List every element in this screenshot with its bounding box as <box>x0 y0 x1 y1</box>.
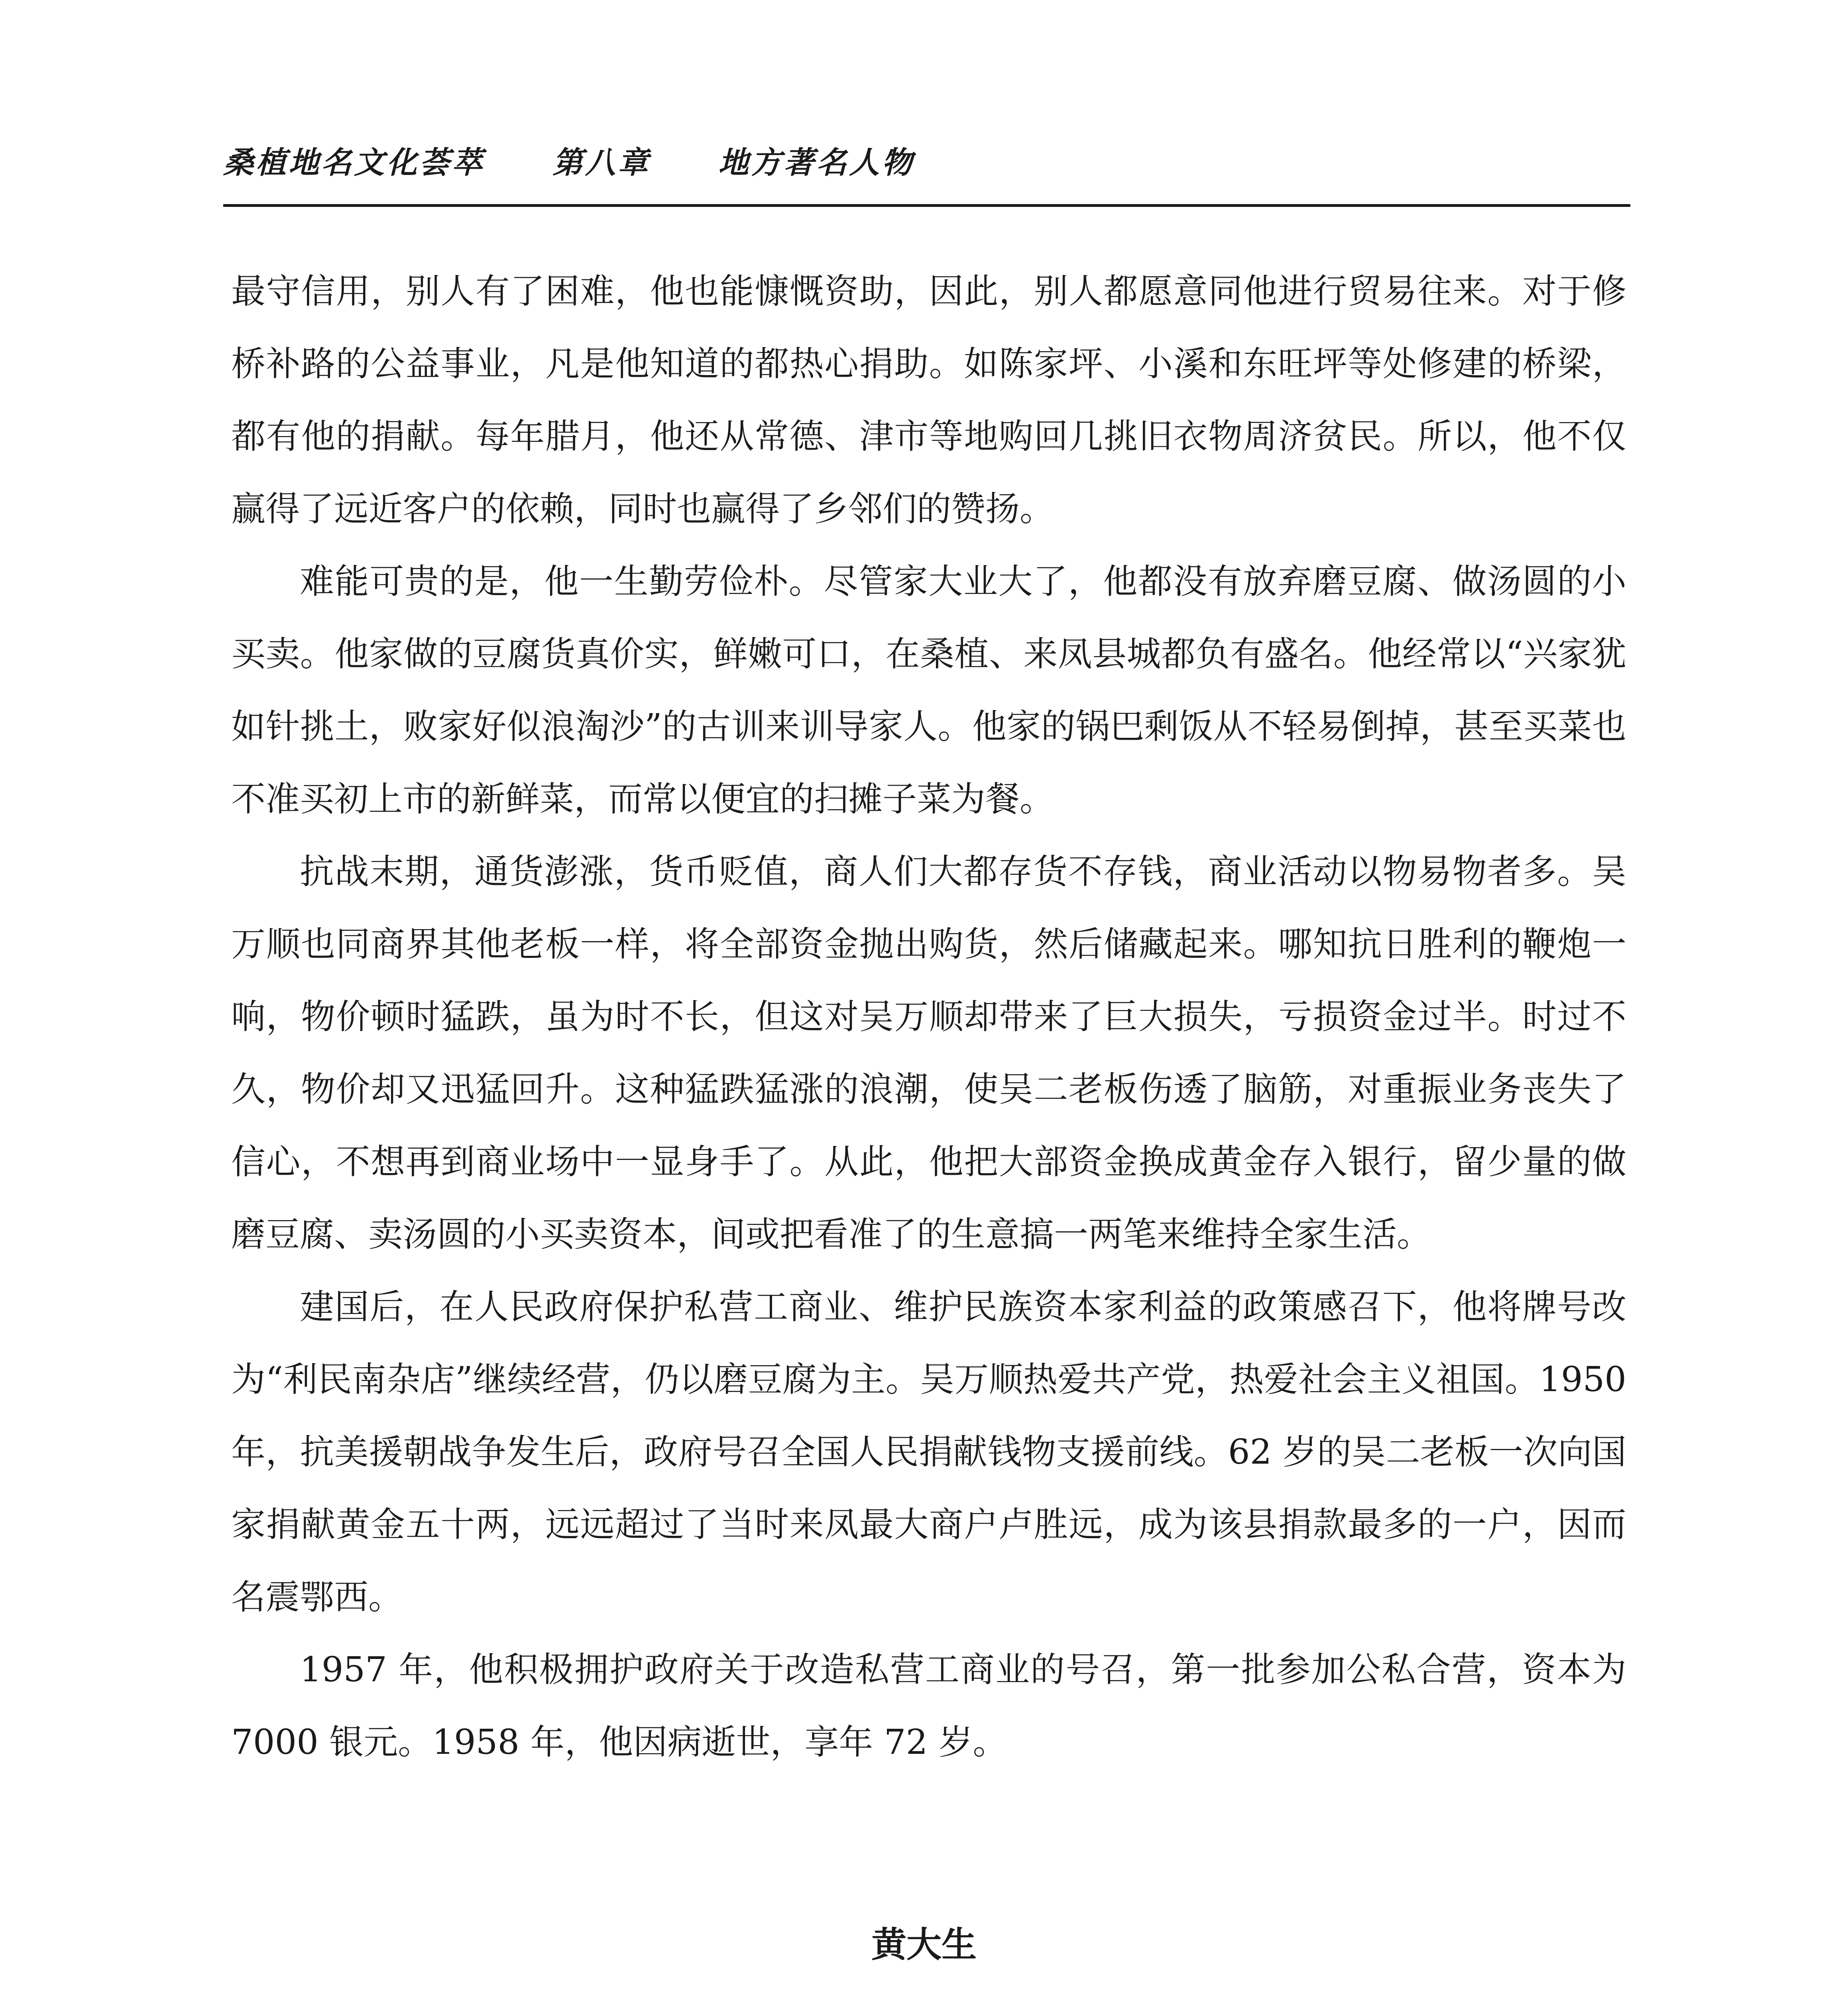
paragraph: 抗战末期，通货澎涨，货币贬值，商人们大都存货不存钱，商业活动以物易物者多。吴万顺也同商界其他老板一样，将全部资金抛出购货，然后储藏起来。哪知抗日胜利的鞭炮一响，物价顿时猛跌，虽为时不长，但这对吴万顺却带来了巨大损失，亏损资金过半。时过不久，物价却又迅猛回升。这种猛跌猛涨的浪潮，使吴二老板伤透了脑筋，对重振业务丧失了信心，不想再到商业场中一显身手了。从此，他把大部资金换成黄金存入银行，留少量的做磨豆腐、卖汤圆的小买卖资本，间或把看准了的生意搞一两笔来维持全家生活。 <box>231 852 1626 1254</box>
section-title: 黄大生 <box>871 1924 977 1965</box>
book-title: 桑植地名文化荟萃 <box>223 145 485 180</box>
header-rule <box>223 204 1630 207</box>
chapter-title: 地方著名人物 <box>718 145 914 180</box>
main-text <box>231 255 1626 1779</box>
paragraph: 最守信用，别人有了困难，他也能慷慨资助，因此，别人都愿意同他进行贸易往来。对于修桥补路的公益事业，凡是他知道的都热心捐助。如陈家坪、小溪和东旺坪等处修建的桥梁，都有他的捐献。每年腊月，他还从常德、津市等地购回几挑旧衣物周济贫民。所以，他不仅赢得了远近客户的依赖，同时也赢得了乡邻们的赞扬。 <box>231 271 1626 529</box>
paragraph: 建国后，在人民政府保护私营工商业、维护民族资本家利益的政策感召下，他将牌号改为“利民南杂店”继续经营，仍以磨豆腐为主。吴万顺热爱共产党，热爱社会主义祖国。1950 年，抗美援朝战争发生后，政府号召全国人民捐献钱物支援前线。62 岁的吴二老板一次向国家捐献黄金五十两，远远超过了当时来凤最大商户卢胜远，成为该县捐款最多的一户，因而名震鄂西。 <box>231 1287 1626 1617</box>
paragraph: 难能可贵的是，他一生勤劳俭朴。尽管家大业大了，他都没有放弃磨豆腐、做汤圆的小买卖。他家做的豆腐货真价实，鲜嫩可口，在桑植、来凤县城都负有盛名。他经常以“兴家犹如针挑土，败家好似浪淘沙”的古训来训导家人。他家的锅巴剩饭从不轻易倒掉，甚至买菜也不准买初上市的新鲜菜，而常以便宜的扫摊子菜为餐。 <box>231 562 1626 819</box>
running-header <box>223 147 914 178</box>
chapter-number: 第八章 <box>552 145 651 180</box>
paragraph: 1957 年，他积极拥护政府关于改造私营工商业的号召，第一批参加公私合营，资本为 7000 银元。1958 年，他因病逝世，享年 72 岁。 <box>231 1650 1626 1762</box>
